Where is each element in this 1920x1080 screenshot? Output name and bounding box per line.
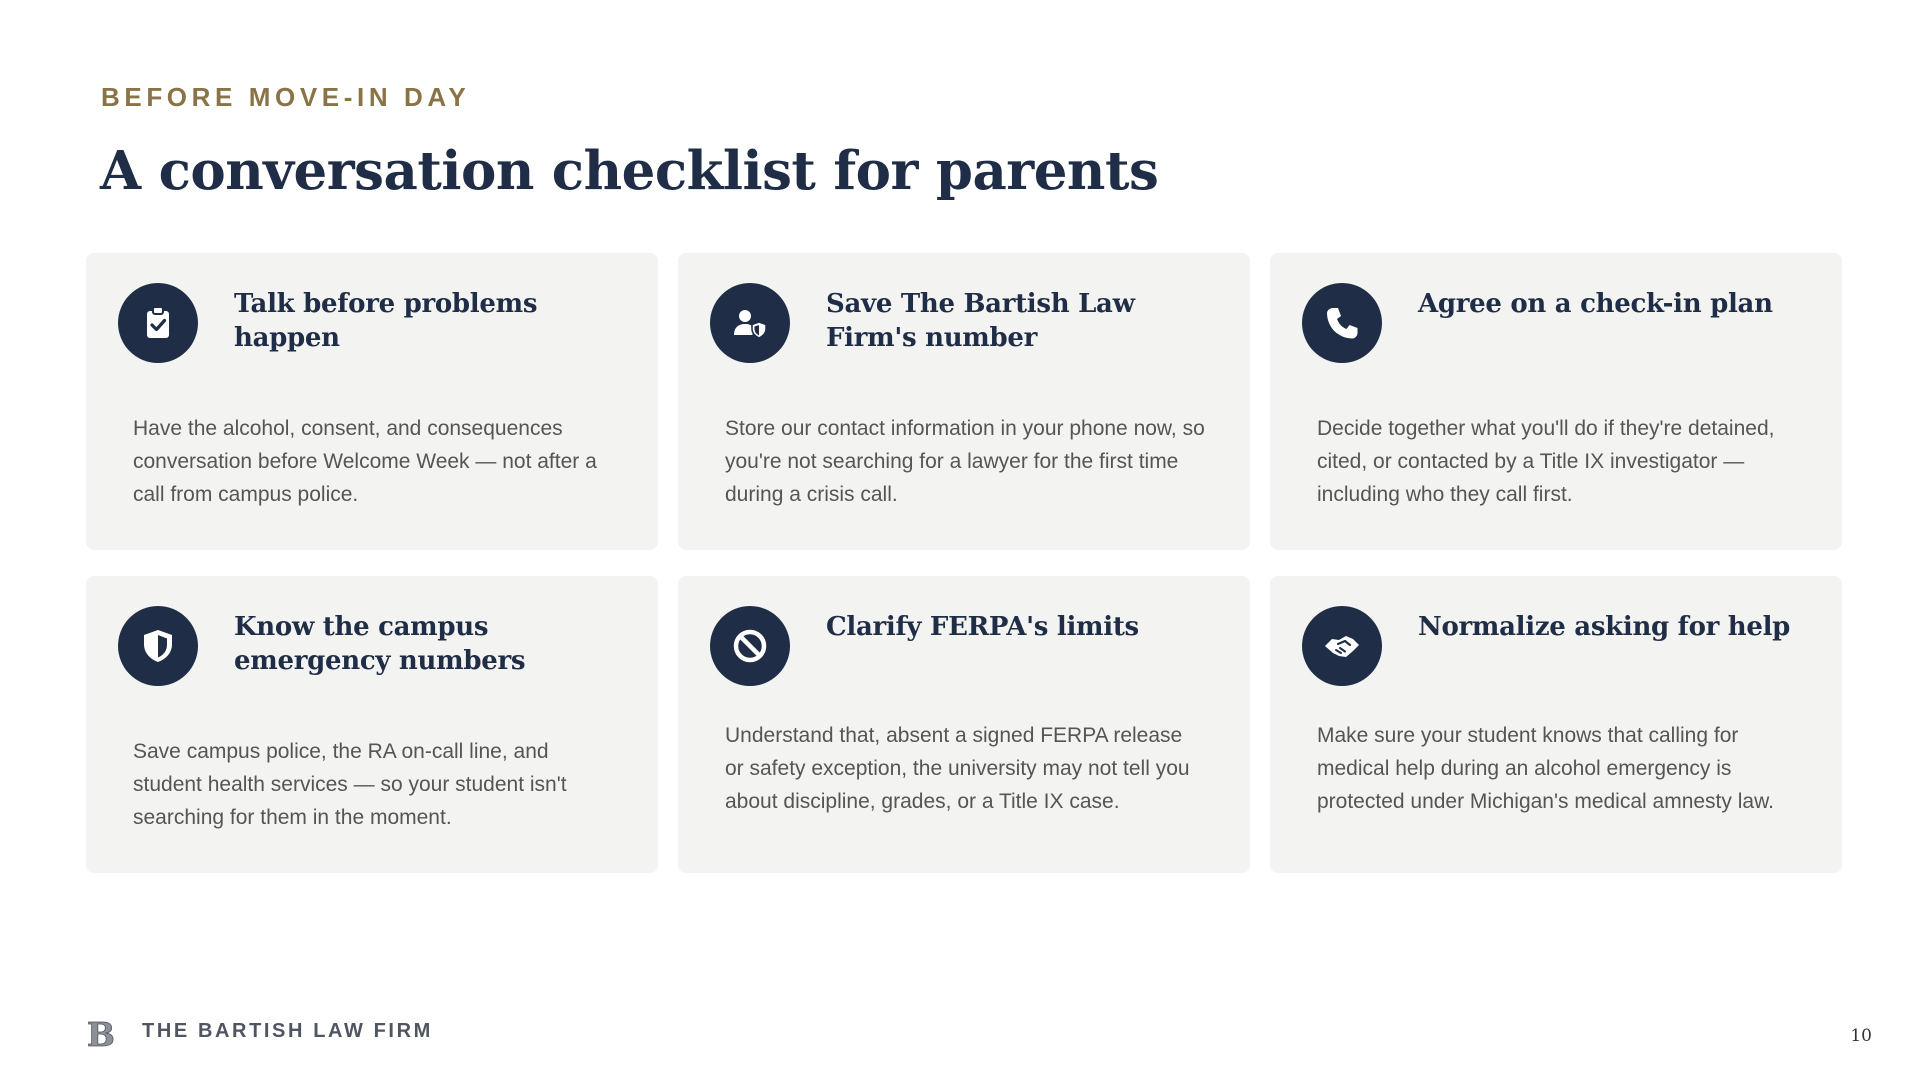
- user-shield-icon: [710, 283, 790, 363]
- card-body: Make sure your student knows that calling for medical help during an alcohol emergency is protected under Michigan's medical amnesty law.: [1317, 724, 1774, 813]
- checklist-grid: [86, 253, 1842, 873]
- checklist-card: [86, 253, 658, 550]
- card-title: Know the campus emergency numbers: [234, 612, 526, 676]
- card-title: Talk before problems happen: [234, 289, 538, 353]
- card-body: Store our contact information in your phone now, so you're not searching for a lawyer for the first time during a crisis call.: [725, 417, 1205, 506]
- logo-letter: B: [87, 1015, 115, 1054]
- card-title: Agree on a check-in plan: [1418, 289, 1773, 319]
- card-title: Clarify FERPA's limits: [826, 612, 1139, 642]
- card-body: Understand that, absent a signed FERPA release or safety exception, the university may not tell you about discipline, grades, or a Title IX case.: [725, 724, 1190, 813]
- ban-icon: [710, 606, 790, 686]
- handshake-icon: [1302, 606, 1382, 686]
- clipboard-check-icon: [118, 283, 198, 363]
- footer-brand: THE BARTISH LAW FIRM: [142, 1020, 433, 1042]
- page-title: A conversation checklist for parents: [100, 140, 1159, 202]
- firm-logo: [86, 1015, 115, 1054]
- phone-icon: [1302, 283, 1382, 363]
- card-title: Save The Bartish Law Firm's number: [826, 289, 1135, 353]
- checklist-card: [86, 576, 658, 873]
- shield-icon: [118, 606, 198, 686]
- card-body: Decide together what you'll do if they're detained, cited, or contacted by a Title IX investigator — including who they call first.: [1317, 417, 1775, 506]
- checklist-card: [678, 253, 1250, 550]
- page-number: 10: [1850, 1026, 1872, 1046]
- section-eyebrow: BEFORE MOVE-IN DAY: [101, 82, 471, 112]
- checklist-card: [678, 576, 1250, 873]
- checklist-card: [1270, 253, 1842, 550]
- checklist-card: [1270, 576, 1842, 873]
- card-title: Normalize asking for help: [1418, 612, 1791, 642]
- card-body: Have the alcohol, consent, and consequences conversation before Welcome Week — not after a call from campus police.: [133, 417, 597, 506]
- card-body: Save campus police, the RA on-call line, and student health services — so your student isn't searching for them in the moment.: [133, 740, 567, 829]
